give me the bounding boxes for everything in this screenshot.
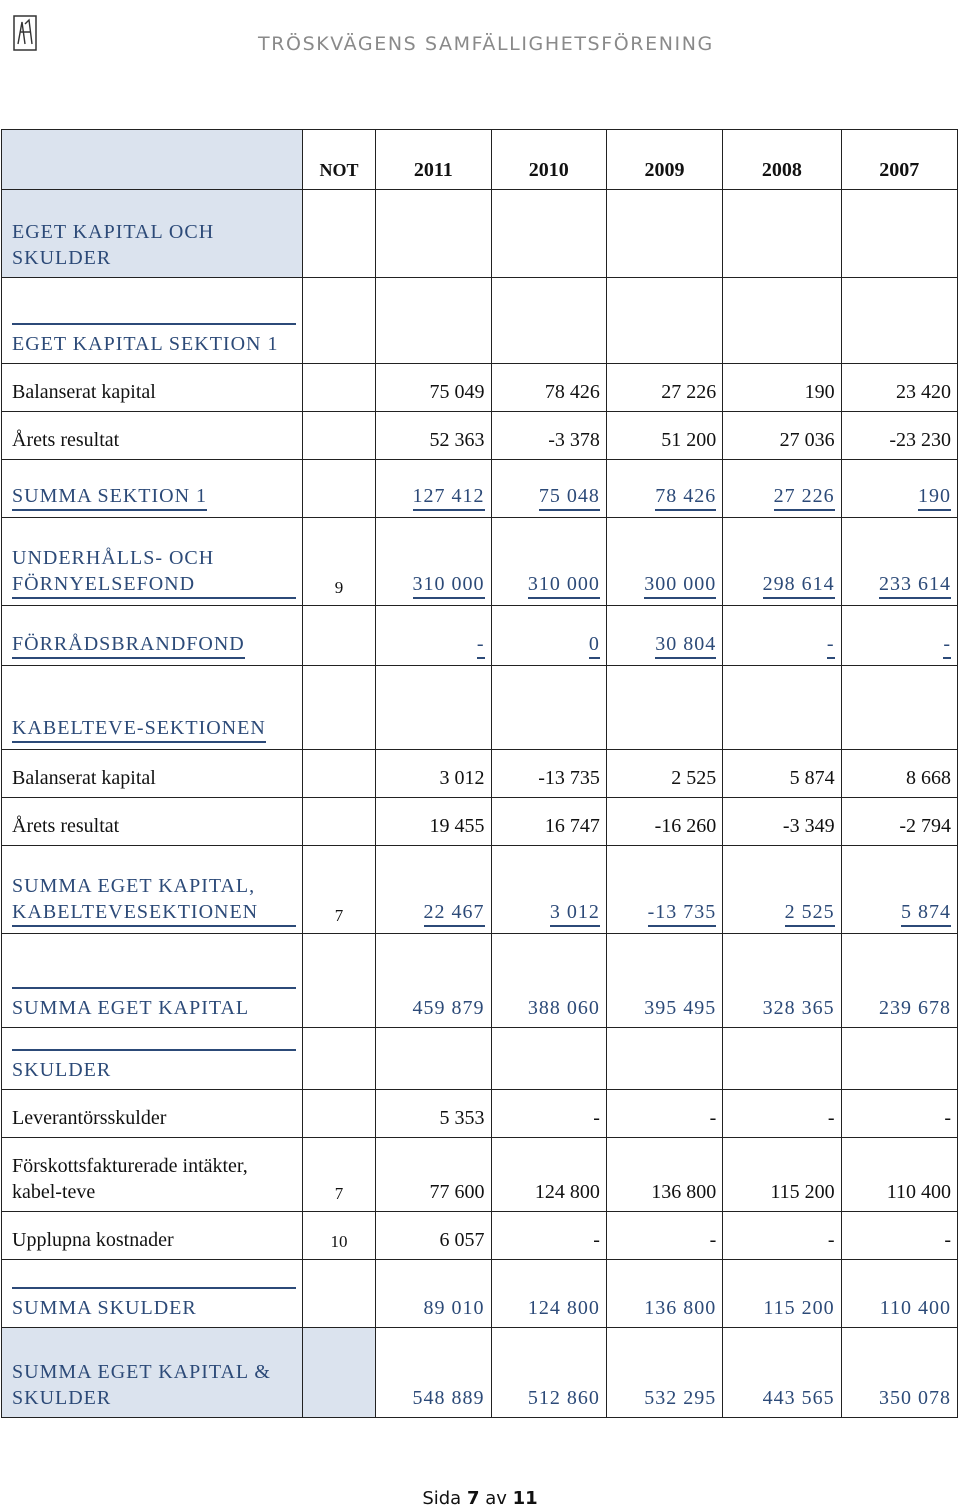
value-cell [491, 412, 606, 460]
value-cell [723, 750, 841, 798]
note-value: 7 [334, 906, 344, 925]
value-cell [606, 1328, 722, 1418]
value-cell [491, 606, 606, 666]
data-row [2, 1212, 958, 1260]
value: - [709, 1229, 717, 1251]
value: 136 800 [644, 1297, 717, 1319]
row-label: Förskottsfakturerade intäkter, kabel-teve [12, 1155, 248, 1203]
value: 190 [804, 381, 835, 403]
row-label: SUMMA EGET KAPITAL [12, 997, 250, 1019]
label-wrapper [12, 1049, 296, 1083]
empty-cell [491, 666, 606, 750]
empty-cell [302, 1028, 375, 1090]
value-cell [606, 846, 722, 934]
value: 328 365 [762, 997, 835, 1019]
note-cell [302, 460, 375, 518]
empty-cell [841, 1028, 957, 1090]
footer-page-number: 7 [466, 1488, 480, 1509]
empty-cell [376, 1028, 491, 1090]
data-row [2, 798, 958, 846]
value: 127 412 [413, 483, 485, 511]
value-cell [606, 1212, 722, 1260]
value: 548 889 [412, 1387, 485, 1409]
label-wrapper [12, 483, 207, 511]
value-cell [606, 1090, 722, 1138]
value: - [477, 631, 485, 659]
note-cell [302, 1212, 375, 1260]
row-label-cell [2, 666, 303, 750]
year-label: 2011 [413, 159, 453, 181]
label-wrapper [12, 545, 296, 599]
value: 239 678 [879, 997, 951, 1019]
value-cell [723, 846, 841, 934]
header-empty-cell [2, 130, 303, 190]
empty-cell [841, 278, 957, 364]
value: - [944, 1229, 951, 1251]
value: -23 230 [889, 429, 951, 451]
value-cell [723, 798, 841, 846]
value-cell [491, 798, 606, 846]
value-cell [606, 934, 722, 1028]
label-wrapper [12, 987, 296, 1021]
value-cell [723, 1260, 841, 1328]
empty-cell [723, 666, 841, 750]
value-cell [841, 364, 957, 412]
year-header [491, 130, 606, 190]
data-row [2, 1138, 958, 1212]
value: - [943, 631, 951, 659]
row-label: FÖRRÅDSBRANDFOND [12, 633, 245, 655]
note-cell [302, 412, 375, 460]
value: 51 200 [661, 429, 717, 451]
empty-cell [841, 666, 957, 750]
header-row [2, 130, 958, 190]
value-cell [841, 1090, 957, 1138]
balance-sheet-table [1, 129, 958, 1418]
value: - [827, 631, 835, 659]
footer-page-prefix: Sida [422, 1488, 462, 1509]
row-label: Balanserat kapital [12, 381, 156, 403]
value-cell [723, 412, 841, 460]
value: 5 874 [901, 899, 951, 927]
value-cell [491, 518, 606, 606]
row-label: Upplupna kostnader [12, 1229, 174, 1251]
value-cell [606, 798, 722, 846]
value: - [593, 1107, 600, 1129]
value: 78 426 [544, 381, 600, 403]
data-row [2, 1090, 958, 1138]
note-cell [302, 1138, 375, 1212]
row-label: SKULDER [12, 1059, 112, 1081]
page-footer [0, 1488, 960, 1509]
row-label: KABELTEVE-SEKTIONEN [12, 715, 266, 743]
value-cell [606, 1138, 722, 1212]
value: 136 800 [651, 1181, 717, 1203]
value-cell [841, 750, 957, 798]
note-value: 9 [334, 578, 344, 597]
note-cell [302, 934, 375, 1028]
value: - [593, 1229, 600, 1251]
empty-cell [723, 190, 841, 278]
row-label: UNDERHÅLLS- OCH FÖRNYELSEFOND [12, 547, 215, 595]
value: 77 600 [429, 1181, 485, 1203]
value: 52 363 [429, 429, 485, 451]
empty-cell [606, 278, 722, 364]
value: 23 420 [896, 381, 951, 403]
year-label: 2008 [761, 159, 802, 181]
value: 233 614 [879, 571, 951, 599]
value-cell [841, 798, 957, 846]
value-cell [841, 1260, 957, 1328]
label-wrapper [12, 323, 296, 357]
empty-cell [376, 666, 491, 750]
value: 300 000 [644, 571, 716, 599]
value: 459 879 [412, 997, 485, 1019]
value: 8 668 [906, 767, 951, 789]
row-label: Årets resultat [12, 815, 120, 837]
year-header [841, 130, 957, 190]
value: - [827, 1107, 835, 1129]
organization-title: TRÖSKVÄGENS SAMFÄLLIGHETSFÖRENING [258, 33, 714, 55]
value: 78 426 [655, 483, 716, 511]
value: 5 353 [439, 1107, 485, 1129]
note-cell [302, 1328, 375, 1418]
row-label-cell [2, 1028, 303, 1090]
fund-row [2, 518, 958, 606]
value: 115 200 [763, 1297, 835, 1319]
value-cell [606, 460, 722, 518]
row-label-cell [2, 606, 303, 666]
value: 2 525 [671, 767, 717, 789]
value-cell [491, 1260, 606, 1328]
row-label-cell [2, 1328, 303, 1418]
sum-row [2, 846, 958, 934]
row-label: EGET KAPITAL OCH SKULDER [12, 221, 215, 269]
sum-row [2, 934, 958, 1028]
value: - [709, 1107, 717, 1129]
value-cell [841, 934, 957, 1028]
value-cell [723, 1328, 841, 1418]
row-label-cell [2, 1090, 303, 1138]
row-label-cell [2, 190, 303, 278]
value: 124 800 [527, 1297, 600, 1319]
value: 5 874 [789, 767, 835, 789]
organization-logo-icon [12, 14, 38, 54]
value: 532 295 [644, 1387, 717, 1409]
value: 22 467 [424, 899, 485, 927]
value: -13 735 [648, 899, 717, 927]
value-cell [376, 364, 491, 412]
value-cell [376, 518, 491, 606]
value: 6 057 [439, 1229, 485, 1251]
value: 2 525 [785, 899, 835, 927]
value-cell [723, 1138, 841, 1212]
row-label: Balanserat kapital [12, 767, 156, 789]
value-cell [841, 460, 957, 518]
note-cell [302, 798, 375, 846]
note-cell [302, 364, 375, 412]
value: -2 794 [899, 815, 951, 837]
value-cell [606, 750, 722, 798]
note-header-label: NOT [319, 160, 359, 180]
row-label: Leverantörsskulder [12, 1107, 167, 1129]
value-cell [376, 1328, 491, 1418]
row-label-cell [2, 846, 303, 934]
value: 30 804 [655, 631, 716, 659]
value-cell [491, 1212, 606, 1260]
value: -3 378 [548, 429, 600, 451]
value-cell [723, 518, 841, 606]
row-label-cell [2, 1138, 303, 1212]
value: 310 000 [413, 571, 485, 599]
value: 19 455 [429, 815, 485, 837]
value-cell [491, 1138, 606, 1212]
note-value: 10 [330, 1232, 348, 1251]
value: 3 012 [439, 767, 485, 789]
row-label-cell [2, 798, 303, 846]
note-header [302, 130, 375, 190]
value: 395 495 [644, 997, 717, 1019]
year-label: 2010 [528, 159, 569, 181]
value-cell [376, 750, 491, 798]
empty-cell [723, 1028, 841, 1090]
year-header [606, 130, 722, 190]
value: - [827, 1229, 835, 1251]
note-cell [302, 1260, 375, 1328]
value: -16 260 [654, 815, 717, 837]
row-label: EGET KAPITAL SEKTION 1 [12, 333, 279, 355]
label-wrapper [12, 873, 296, 927]
value: -13 735 [538, 767, 600, 789]
value-cell [376, 1138, 491, 1212]
footer-page-total: 11 [512, 1488, 538, 1509]
empty-cell [723, 278, 841, 364]
year-label: 2009 [644, 159, 685, 181]
value: 16 747 [544, 815, 600, 837]
row-label: Årets resultat [12, 429, 120, 451]
value: - [944, 1107, 951, 1129]
value: 27 036 [779, 429, 835, 451]
value: 443 565 [762, 1387, 835, 1409]
row-label-cell [2, 1212, 303, 1260]
row-label: SUMMA SEKTION 1 [12, 485, 208, 507]
data-row [2, 364, 958, 412]
value-cell [841, 412, 957, 460]
empty-cell [302, 666, 375, 750]
value-cell [723, 460, 841, 518]
empty-cell [302, 190, 375, 278]
value-cell [606, 518, 722, 606]
value: 110 400 [879, 1297, 951, 1319]
value: 3 012 [550, 899, 600, 927]
value: 310 000 [528, 571, 600, 599]
value-cell [376, 1260, 491, 1328]
note-cell [302, 750, 375, 798]
value-cell [841, 1212, 957, 1260]
label-wrapper [12, 631, 245, 659]
year-label: 2007 [879, 159, 920, 181]
value-cell [376, 606, 491, 666]
note-cell [302, 846, 375, 934]
value-cell [841, 1138, 957, 1212]
empty-cell [491, 278, 606, 364]
row-label-cell [2, 750, 303, 798]
value-cell [606, 364, 722, 412]
row-label: SUMMA SKULDER [12, 1297, 197, 1319]
empty-cell [841, 190, 957, 278]
row-label-cell [2, 412, 303, 460]
footer-page-mid: av [485, 1488, 507, 1509]
value: -3 349 [782, 815, 835, 837]
data-row [2, 750, 958, 798]
row-label-cell [2, 934, 303, 1028]
note-cell [302, 1090, 375, 1138]
value: 27 226 [774, 483, 835, 511]
value-cell [376, 1090, 491, 1138]
value-cell [491, 1328, 606, 1418]
row-label-cell [2, 278, 303, 364]
value: 75 048 [539, 483, 600, 511]
label-wrapper [12, 1287, 296, 1321]
value-cell [841, 1328, 957, 1418]
value-cell [491, 460, 606, 518]
note-cell [302, 518, 375, 606]
row-label: SUMMA EGET KAPITAL, KABELTEVESEKTIONEN [12, 875, 259, 923]
value: 75 049 [429, 381, 485, 403]
note-value: 7 [334, 1184, 344, 1203]
value-cell [376, 846, 491, 934]
section-title-row [2, 278, 958, 364]
value-cell [606, 606, 722, 666]
fund-row [2, 606, 958, 666]
value-cell [376, 460, 491, 518]
value-cell [723, 606, 841, 666]
section-title-row [2, 190, 958, 278]
value: 27 226 [661, 381, 717, 403]
empty-cell [302, 278, 375, 364]
value-cell [606, 412, 722, 460]
row-label-cell [2, 460, 303, 518]
empty-cell [606, 666, 722, 750]
value: 298 614 [763, 571, 835, 599]
value-cell [376, 934, 491, 1028]
row-label-cell [2, 1260, 303, 1328]
value-cell [376, 412, 491, 460]
sum-row [2, 460, 958, 518]
row-label-cell [2, 364, 303, 412]
value-cell [841, 518, 957, 606]
note-cell [302, 606, 375, 666]
value: 190 [918, 483, 951, 511]
value-cell [491, 364, 606, 412]
value-cell [841, 846, 957, 934]
value: 512 860 [527, 1387, 600, 1409]
section-title-row [2, 1028, 958, 1090]
empty-cell [491, 190, 606, 278]
data-row [2, 412, 958, 460]
value: 388 060 [527, 997, 600, 1019]
empty-cell [491, 1028, 606, 1090]
value-cell [606, 1260, 722, 1328]
value-cell [723, 1090, 841, 1138]
empty-cell [376, 190, 491, 278]
value-cell [841, 606, 957, 666]
sum-row [2, 1260, 958, 1328]
value-cell [376, 1212, 491, 1260]
value-cell [491, 846, 606, 934]
value-cell [491, 934, 606, 1028]
row-label-cell [2, 518, 303, 606]
value: 89 010 [423, 1297, 485, 1319]
section-title-row [2, 666, 958, 750]
value-cell [376, 798, 491, 846]
value-cell [723, 364, 841, 412]
value: 350 078 [879, 1387, 951, 1409]
value: 124 800 [534, 1181, 600, 1203]
value-cell [723, 1212, 841, 1260]
value-cell [723, 934, 841, 1028]
value: 110 400 [886, 1181, 951, 1203]
value: 0 [589, 631, 600, 659]
row-label: SUMMA EGET KAPITAL & SKULDER [12, 1361, 271, 1409]
empty-cell [606, 190, 722, 278]
year-header [723, 130, 841, 190]
value-cell [491, 750, 606, 798]
total-row [2, 1328, 958, 1418]
value: 115 200 [770, 1181, 835, 1203]
value-cell [491, 1090, 606, 1138]
empty-cell [606, 1028, 722, 1090]
year-header [376, 130, 491, 190]
page-header [0, 14, 960, 54]
empty-cell [376, 278, 491, 364]
